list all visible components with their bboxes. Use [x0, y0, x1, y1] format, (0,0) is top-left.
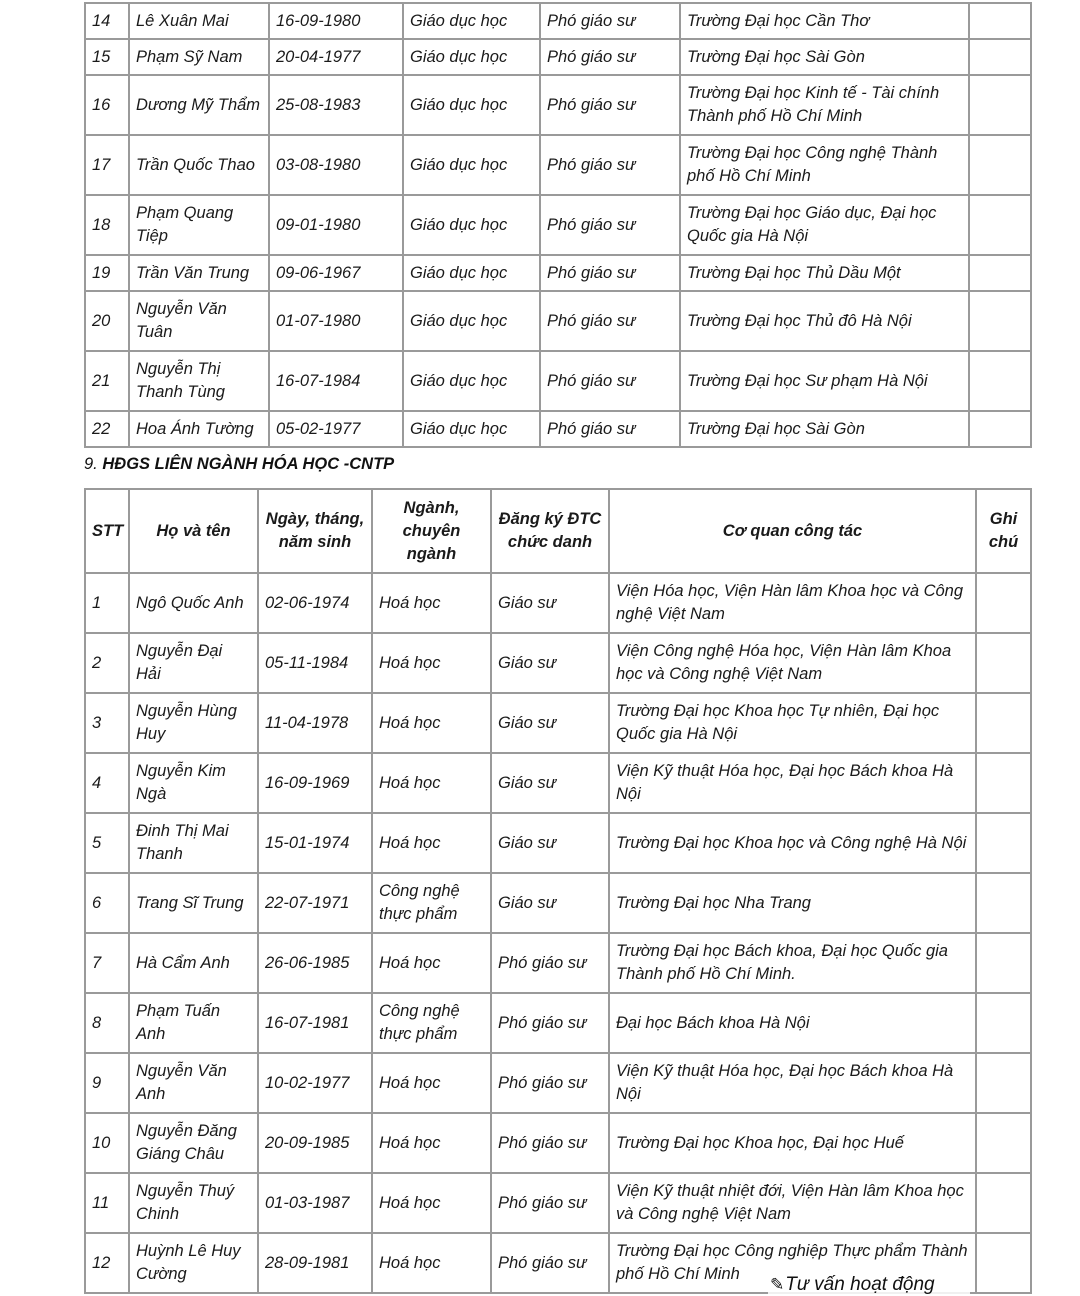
cell-field: Công nghệ thực phẩm — [372, 873, 491, 933]
cell-org: Viện Kỹ thuật nhiệt đới, Viện Hàn lâm Khoa học và Công nghệ Việt Nam — [609, 1173, 976, 1233]
cell-field: Hoá học — [372, 1233, 491, 1293]
table-row — [85, 75, 1031, 135]
cell-note — [969, 255, 1031, 291]
cell-title: Phó giáo sư — [540, 3, 680, 39]
cell-org: Trường Đại học Cần Thơ — [680, 3, 969, 39]
cell-dob: 28-09-1981 — [258, 1233, 372, 1293]
header-name: Họ và tên — [129, 489, 258, 573]
cell-stt: 2 — [85, 633, 129, 693]
cell-stt: 19 — [85, 255, 129, 291]
cell-org: Trường Đại học Công nghệ Thành phố Hồ Chí Minh — [680, 135, 969, 195]
header-note: Ghi chú — [976, 489, 1031, 573]
table-row — [85, 993, 1031, 1053]
cell-name: Nguyễn Đăng Giáng Châu — [129, 1113, 258, 1173]
cell-field: Giáo dục học — [403, 411, 540, 447]
cell-title: Phó giáo sư — [491, 993, 609, 1053]
cell-dob: 02-06-1974 — [258, 573, 372, 633]
cell-name: Phạm Sỹ Nam — [129, 39, 269, 75]
section-heading — [84, 453, 394, 475]
cell-stt: 8 — [85, 993, 129, 1053]
cell-dob: 05-11-1984 — [258, 633, 372, 693]
cell-title: Phó giáo sư — [491, 1173, 609, 1233]
candidate-table-education — [84, 2, 1032, 448]
cell-stt: 21 — [85, 351, 129, 411]
cell-note — [969, 39, 1031, 75]
cell-stt: 1 — [85, 573, 129, 633]
cell-name: Nguyễn Văn Anh — [129, 1053, 258, 1113]
table-row — [85, 933, 1031, 993]
cell-org: Trường Đại học Khoa học và Công nghệ Hà Nội — [609, 813, 976, 873]
cell-name: Phạm Tuấn Anh — [129, 993, 258, 1053]
cell-dob: 26-06-1985 — [258, 933, 372, 993]
cell-stt: 12 — [85, 1233, 129, 1293]
cell-name: Nguyễn Hùng Huy — [129, 693, 258, 753]
cell-stt: 18 — [85, 195, 129, 255]
header-field: Ngành, chuyên ngành — [372, 489, 491, 573]
cell-stt: 11 — [85, 1173, 129, 1233]
cell-dob: 22-07-1971 — [258, 873, 372, 933]
cell-note — [969, 75, 1031, 135]
cell-field: Hoá học — [372, 933, 491, 993]
cell-org: Viện Kỹ thuật Hóa học, Đại học Bách khoa Hà Nội — [609, 1053, 976, 1113]
cell-org: Trường Đại học Sài Gòn — [680, 39, 969, 75]
cell-title: Phó giáo sư — [540, 291, 680, 351]
table-row — [85, 3, 1031, 39]
cell-name: Ngô Quốc Anh — [129, 573, 258, 633]
cell-org: Trường Đại học Khoa học Tự nhiên, Đại học Quốc gia Hà Nội — [609, 693, 976, 753]
cell-stt: 4 — [85, 753, 129, 813]
cell-field: Giáo dục học — [403, 3, 540, 39]
cell-dob: 01-03-1987 — [258, 1173, 372, 1233]
cell-name: Nguyễn Kim Ngà — [129, 753, 258, 813]
cell-name: Trang Sĩ Trung — [129, 873, 258, 933]
cell-field: Hoá học — [372, 753, 491, 813]
cell-field: Giáo dục học — [403, 135, 540, 195]
cell-field: Giáo dục học — [403, 255, 540, 291]
cell-note — [976, 873, 1031, 933]
cell-field: Hoá học — [372, 1053, 491, 1113]
cell-name: Hoa Ánh Tường — [129, 411, 269, 447]
candidate-table-chemistry — [84, 488, 1032, 1294]
cell-field: Hoá học — [372, 573, 491, 633]
cell-dob: 25-08-1983 — [269, 75, 403, 135]
cell-title: Giáo sư — [491, 753, 609, 813]
cell-org: Viện Kỹ thuật Hóa học, Đại học Bách khoa Hà Nội — [609, 753, 976, 813]
table-row — [85, 351, 1031, 411]
cell-dob: 16-09-1980 — [269, 3, 403, 39]
cell-note — [976, 693, 1031, 753]
table-row — [85, 135, 1031, 195]
table-row — [85, 573, 1031, 633]
cell-stt: 14 — [85, 3, 129, 39]
cell-org: Viện Công nghệ Hóa học, Viện Hàn lâm Khoa học và Công nghệ Việt Nam — [609, 633, 976, 693]
header-title: Đăng ký ĐTC chức danh — [491, 489, 609, 573]
cell-title: Phó giáo sư — [540, 39, 680, 75]
section-number: 9. — [84, 455, 98, 473]
cell-note — [976, 1053, 1031, 1113]
cell-note — [969, 195, 1031, 255]
cell-note — [976, 813, 1031, 873]
cell-name: Trần Văn Trung — [129, 255, 269, 291]
cell-field: Hoá học — [372, 693, 491, 753]
cell-org: Trường Đại học Thủ đô Hà Nội — [680, 291, 969, 351]
cell-dob: 20-09-1985 — [258, 1113, 372, 1173]
cell-stt: 3 — [85, 693, 129, 753]
cell-stt: 22 — [85, 411, 129, 447]
table-row — [85, 255, 1031, 291]
cell-title: Phó giáo sư — [540, 351, 680, 411]
cell-dob: 05-02-1977 — [269, 411, 403, 447]
cell-title: Phó giáo sư — [540, 255, 680, 291]
table-row — [85, 873, 1031, 933]
cell-dob: 16-07-1984 — [269, 351, 403, 411]
header-dob: Ngày, tháng, năm sinh — [258, 489, 372, 573]
consult-link[interactable] — [768, 1273, 970, 1296]
cell-dob: 09-06-1967 — [269, 255, 403, 291]
cell-stt: 15 — [85, 39, 129, 75]
table-row — [85, 39, 1031, 75]
consult-link-label: Tư vấn hoạt động — [785, 1274, 935, 1295]
table-row — [85, 1113, 1031, 1173]
section-title: HĐGS LIÊN NGÀNH HÓA HỌC -CNTP — [102, 455, 395, 473]
cell-title: Giáo sư — [491, 813, 609, 873]
cell-name: Nguyễn Thuý Chinh — [129, 1173, 258, 1233]
cell-org: Đại học Bách khoa Hà Nội — [609, 993, 976, 1053]
cell-title: Phó giáo sư — [540, 75, 680, 135]
cell-note — [969, 3, 1031, 39]
cell-note — [976, 993, 1031, 1053]
cell-field: Hoá học — [372, 1173, 491, 1233]
cell-note — [976, 1173, 1031, 1233]
cell-note — [969, 411, 1031, 447]
cell-stt: 6 — [85, 873, 129, 933]
cell-dob: 10-02-1977 — [258, 1053, 372, 1113]
cell-title: Giáo sư — [491, 633, 609, 693]
cell-name: Trần Quốc Thao — [129, 135, 269, 195]
cell-org: Trường Đại học Kinh tế - Tài chính Thành phố Hồ Chí Minh — [680, 75, 969, 135]
cell-dob: 20-04-1977 — [269, 39, 403, 75]
cell-field: Hoá học — [372, 1113, 491, 1173]
cell-org: Viện Hóa học, Viện Hàn lâm Khoa học và Công nghệ Việt Nam — [609, 573, 976, 633]
cell-title: Phó giáo sư — [491, 933, 609, 993]
cell-note — [969, 135, 1031, 195]
cell-note — [969, 351, 1031, 411]
table-row — [85, 1053, 1031, 1113]
cell-stt: 16 — [85, 75, 129, 135]
table-row — [85, 633, 1031, 693]
cell-title: Giáo sư — [491, 573, 609, 633]
cell-stt: 10 — [85, 1113, 129, 1173]
cell-stt: 7 — [85, 933, 129, 993]
header-org: Cơ quan công tác — [609, 489, 976, 573]
cell-org: Trường Đại học Sư phạm Hà Nội — [680, 351, 969, 411]
cell-name: Huỳnh Lê Huy Cường — [129, 1233, 258, 1293]
cell-stt: 17 — [85, 135, 129, 195]
cell-org: Trường Đại học Công nghiệp Thực phẩm Thành phố Hồ Chí Minh — [609, 1233, 976, 1293]
cell-field: Giáo dục học — [403, 39, 540, 75]
pencil-icon: ✎ — [770, 1275, 785, 1294]
cell-name: Hà Cẩm Anh — [129, 933, 258, 993]
cell-title: Phó giáo sư — [491, 1053, 609, 1113]
cell-note — [976, 1113, 1031, 1173]
table-row — [85, 693, 1031, 753]
table-row — [85, 813, 1031, 873]
cell-dob: 09-01-1980 — [269, 195, 403, 255]
cell-title: Phó giáo sư — [540, 195, 680, 255]
table-row — [85, 291, 1031, 351]
cell-field: Giáo dục học — [403, 351, 540, 411]
cell-note — [976, 1233, 1031, 1293]
cell-field: Hoá học — [372, 633, 491, 693]
cell-dob: 01-07-1980 — [269, 291, 403, 351]
cell-note — [976, 933, 1031, 993]
cell-title: Phó giáo sư — [540, 411, 680, 447]
cell-dob: 11-04-1978 — [258, 693, 372, 753]
cell-org: Trường Đại học Giáo dục, Đại học Quốc gia Hà Nội — [680, 195, 969, 255]
cell-note — [969, 291, 1031, 351]
cell-name: Dương Mỹ Thẩm — [129, 75, 269, 135]
table-header-row — [85, 489, 1031, 573]
cell-field: Công nghệ thực phẩm — [372, 993, 491, 1053]
cell-field: Giáo dục học — [403, 75, 540, 135]
cell-name: Lê Xuân Mai — [129, 3, 269, 39]
cell-name: Nguyễn Văn Tuân — [129, 291, 269, 351]
table-row — [85, 753, 1031, 813]
cell-name: Nguyễn Đại Hải — [129, 633, 258, 693]
cell-stt: 9 — [85, 1053, 129, 1113]
cell-name: Phạm Quang Tiệp — [129, 195, 269, 255]
cell-title: Giáo sư — [491, 873, 609, 933]
cell-note — [976, 753, 1031, 813]
cell-name: Đinh Thị Mai Thanh — [129, 813, 258, 873]
cell-title: Giáo sư — [491, 693, 609, 753]
cell-title: Phó giáo sư — [491, 1233, 609, 1293]
cell-field: Giáo dục học — [403, 195, 540, 255]
table-row — [85, 195, 1031, 255]
cell-field: Giáo dục học — [403, 291, 540, 351]
cell-stt: 20 — [85, 291, 129, 351]
cell-dob: 16-09-1969 — [258, 753, 372, 813]
cell-field: Hoá học — [372, 813, 491, 873]
cell-dob: 15-01-1974 — [258, 813, 372, 873]
cell-dob: 03-08-1980 — [269, 135, 403, 195]
cell-org: Trường Đại học Sài Gòn — [680, 411, 969, 447]
cell-note — [976, 633, 1031, 693]
cell-name: Nguyễn Thị Thanh Tùng — [129, 351, 269, 411]
cell-title: Phó giáo sư — [491, 1113, 609, 1173]
table-row — [85, 411, 1031, 447]
cell-stt: 5 — [85, 813, 129, 873]
cell-org: Trường Đại học Khoa học, Đại học Huế — [609, 1113, 976, 1173]
header-stt: STT — [85, 489, 129, 573]
cell-org: Trường Đại học Bách khoa, Đại học Quốc gia Thành phố Hồ Chí Minh. — [609, 933, 976, 993]
cell-org: Trường Đại học Thủ Dầu Một — [680, 255, 969, 291]
cell-dob: 16-07-1981 — [258, 993, 372, 1053]
table-row — [85, 1173, 1031, 1233]
cell-org: Trường Đại học Nha Trang — [609, 873, 976, 933]
cell-note — [976, 573, 1031, 633]
cell-title: Phó giáo sư — [540, 135, 680, 195]
